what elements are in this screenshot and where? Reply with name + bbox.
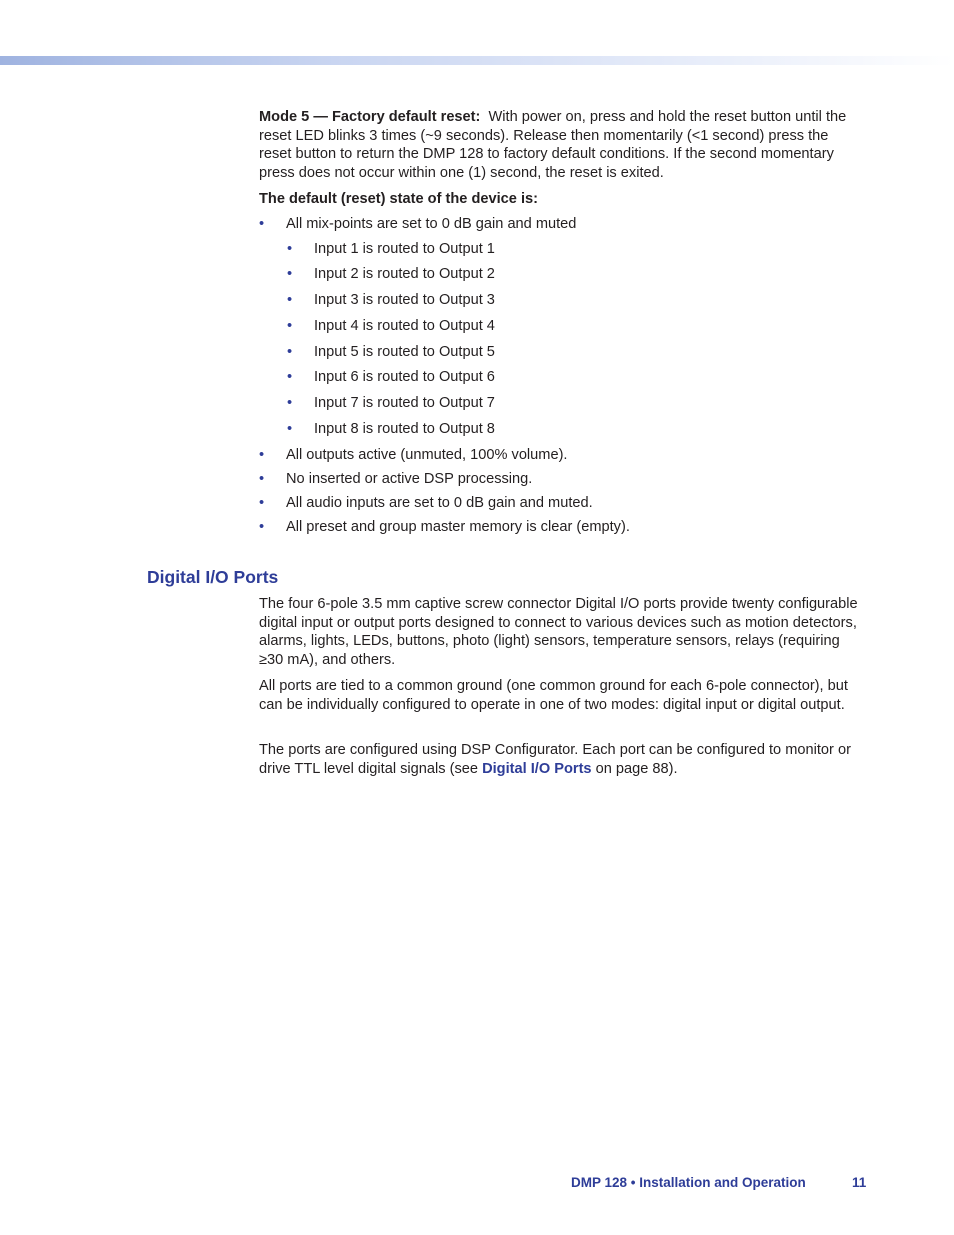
para3-text-after: on page 88). bbox=[595, 760, 678, 777]
mode5-label: Mode 5 — Factory default reset: bbox=[259, 109, 481, 125]
section-heading-digital-io: Digital I/O Ports bbox=[147, 567, 279, 587]
mode5-text: With power on, press and hold the reset button until the reset LED blinks 3 times (~9 seconds). Release then momentarily (<1 second) press the reset button to return the DMP 128 to factory default conditions. If the second momentary press does not occur within one (1) second, the reset is exited. bbox=[259, 109, 847, 181]
digital-io-paragraph-2: All ports are tied to a common ground (one common ground for each 6-pole connector), but can be individually configured to operate in one of two modes: digital input or digital output. bbox=[259, 678, 848, 713]
list-item-text: No inserted or active DSP processing. bbox=[286, 471, 533, 487]
digital-io-ports-link[interactable]: Digital I/O Ports bbox=[482, 760, 592, 777]
bullet-icon: • bbox=[287, 344, 293, 360]
bullet-icon: • bbox=[259, 495, 265, 511]
footer-title: DMP 128 • Installation and Operation bbox=[571, 1175, 806, 1190]
header-gradient-bar bbox=[0, 56, 954, 65]
page-number: 11 bbox=[852, 1175, 867, 1190]
bullet-icon: • bbox=[259, 519, 265, 535]
sub-list-item-text: Input 2 is routed to Output 2 bbox=[314, 266, 495, 282]
sub-list-item-text: Input 1 is routed to Output 1 bbox=[314, 241, 495, 257]
list-item-text: All audio inputs are set to 0 dB gain and muted. bbox=[286, 495, 593, 511]
bullet-icon: • bbox=[287, 395, 293, 411]
default-state-heading: The default (reset) state of the device is: bbox=[259, 191, 538, 207]
bullet-icon: • bbox=[259, 471, 265, 487]
digital-io-paragraph-3 bbox=[259, 741, 864, 778]
sub-list-item-text: Input 6 is routed to Output 6 bbox=[314, 369, 495, 385]
list-item-text: All preset and group master memory is clear (empty). bbox=[286, 519, 630, 535]
bullet-icon: • bbox=[287, 292, 293, 308]
bullet-icon: • bbox=[287, 241, 293, 257]
sub-list-item-text: Input 4 is routed to Output 4 bbox=[314, 318, 495, 334]
bullet-icon: • bbox=[287, 266, 293, 282]
sub-list-item-text: Input 7 is routed to Output 7 bbox=[314, 395, 495, 411]
bullet-icon: • bbox=[259, 447, 265, 463]
bullet-icon: • bbox=[287, 318, 293, 334]
bullet-icon: • bbox=[259, 216, 265, 232]
sub-list-item-text: Input 8 is routed to Output 8 bbox=[314, 421, 495, 437]
bullet-icon: • bbox=[287, 421, 293, 437]
sub-list-item-text: Input 3 is routed to Output 3 bbox=[314, 292, 495, 308]
sub-list-item-text: Input 5 is routed to Output 5 bbox=[314, 344, 495, 360]
list-item-text: All mix-points are set to 0 dB gain and muted bbox=[286, 216, 577, 232]
mode5-paragraph bbox=[259, 108, 864, 182]
digital-io-paragraph-1: The four 6-pole 3.5 mm captive screw connector Digital I/O ports provide twenty configurable digital input or output ports designed to connect to various devices such as motion detectors, alarms, lights, LEDs, buttons, photo (light) sensors, temperature sensors, relays (requiring ≥30 mA), and others. bbox=[259, 596, 858, 668]
list-item-text: All outputs active (unmuted, 100% volume). bbox=[286, 447, 568, 463]
bullet-icon: • bbox=[287, 369, 293, 385]
para3-text-before: The ports are configured using DSP Configurator. Each port can be configured to monitor or drive TTL level digital signals (see bbox=[259, 742, 851, 777]
